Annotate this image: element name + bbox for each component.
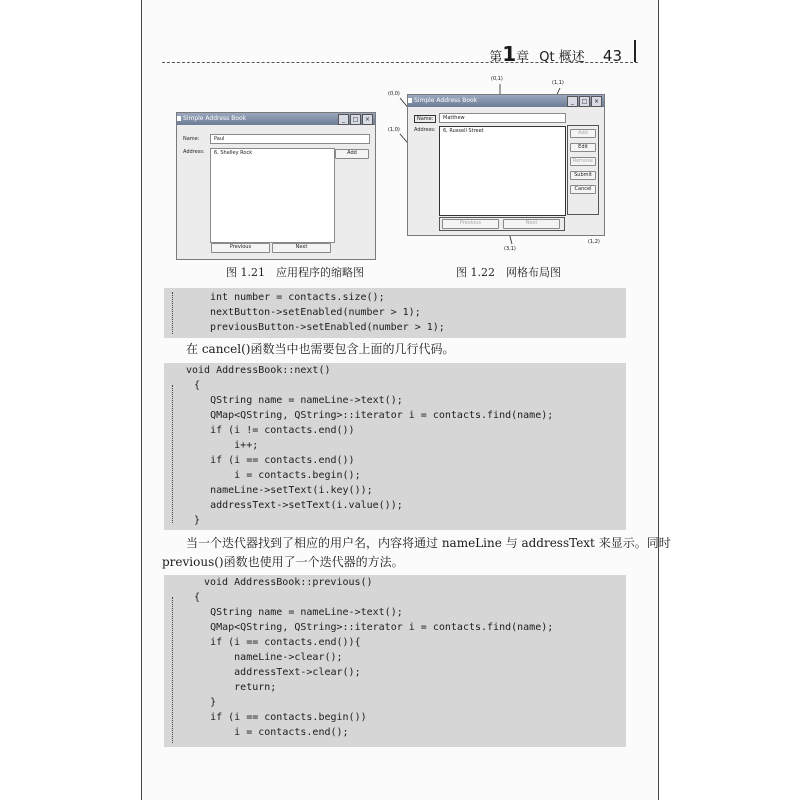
chapter-title: Qt 概述 <box>539 50 585 65</box>
close-icon: × <box>362 114 373 125</box>
code-line: { <box>194 380 201 391</box>
annotation-1-1: (1,1) <box>552 80 564 86</box>
code-line: previousButton->setEnabled(number > 1); <box>210 322 445 333</box>
running-header <box>162 40 638 66</box>
window-titlebar <box>177 113 375 125</box>
code-block-1 <box>164 288 626 338</box>
annotation-0-1: (0,1) <box>491 76 503 82</box>
close-icon: × <box>591 96 602 107</box>
code-gutter <box>172 385 173 523</box>
code-block-2 <box>164 363 626 530</box>
next-button: Next <box>272 243 331 253</box>
header-text <box>489 42 622 66</box>
remove-button: Remove <box>570 157 596 166</box>
code-line: nameLine->clear(); <box>186 652 343 663</box>
code-line: QString name = nameLine->text(); <box>186 607 403 618</box>
code-block-3 <box>164 575 626 747</box>
address-label: Address: <box>414 127 436 133</box>
paragraph-1: 在 cancel()函数当中也需要包含上面的几行代码。 <box>186 342 455 356</box>
code-line: addressText->clear(); <box>186 667 361 678</box>
header-bar <box>634 40 636 62</box>
add-button: Add <box>570 129 596 138</box>
cancel-button: Cancel <box>570 185 596 194</box>
window-title: Simple Address Book <box>183 115 247 122</box>
code-line: QMap<QString, QString>::iterator i = contacts.find(name); <box>186 410 554 421</box>
figure-1-21-caption: 图 1.21 应用程序的缩略图 <box>226 266 364 279</box>
chapter-number: 1 <box>502 42 517 66</box>
name-field: Matthew <box>439 113 566 123</box>
code-line: void AddressBook::next() <box>186 365 331 376</box>
paragraph-2-line-2: previous()函数也使用了一个迭代器的方法。 <box>162 555 404 569</box>
code-line: return; <box>186 682 277 693</box>
annotation-0-0: (0,0) <box>388 91 400 97</box>
figure-1-22-window <box>407 94 605 236</box>
code-line: nextButton->setEnabled(number > 1); <box>210 307 421 318</box>
code-line: void AddressBook::previous() <box>204 577 373 588</box>
button-column <box>567 125 599 215</box>
previous-button: Previous <box>211 243 270 253</box>
minimize-icon: _ <box>567 96 578 107</box>
code-line: nameLine->setText(i.key()); <box>186 485 373 496</box>
name-label: Name: <box>183 136 200 142</box>
code-line: if (i != contacts.end()) <box>186 425 355 436</box>
page-number: 43 <box>602 47 622 65</box>
window-title: Simple Address Book <box>414 97 478 104</box>
code-line: int number = contacts.size(); <box>210 292 385 303</box>
chapter-suffix: 章 <box>516 50 530 65</box>
previous-button: Previous <box>442 219 499 229</box>
code-line: QMap<QString, QString>::iterator i = contacts.find(name); <box>186 622 554 633</box>
next-button: Next <box>503 219 560 229</box>
figure-1-21-window <box>176 112 376 260</box>
code-line: addressText->setText(i.value()); <box>186 500 403 511</box>
address-field: 6, Russell Street <box>439 126 566 216</box>
address-field: 6, Shelley Rock <box>210 148 335 243</box>
add-button: Add <box>335 149 369 159</box>
code-line: } <box>186 697 217 708</box>
annotation-3-1: (3,1) <box>504 246 516 252</box>
submit-button: Submit <box>570 171 596 180</box>
name-field: Paul <box>210 134 370 144</box>
window-titlebar <box>408 95 604 107</box>
code-line: i = contacts.end(); <box>186 727 349 738</box>
paragraph-2-line-1: 当一个迭代器找到了相应的用户名，内容将通过 nameLine 与 addressText 来显示。同时 <box>186 536 671 550</box>
code-line: i++; <box>186 440 259 451</box>
chapter-prefix: 第 <box>489 50 503 65</box>
nav-button-row <box>439 217 565 231</box>
code-line: { <box>194 592 201 603</box>
maximize-icon: □ <box>350 114 361 125</box>
code-line: if (i == contacts.end()) <box>186 455 355 466</box>
code-line: if (i == contacts.begin()) <box>186 712 367 723</box>
code-line: i = contacts.begin(); <box>186 470 361 481</box>
code-line: } <box>194 515 201 526</box>
book-page <box>141 0 671 800</box>
figure-1-22-caption: 图 1.22 网格布局图 <box>456 266 561 279</box>
code-gutter <box>172 292 173 334</box>
code-gutter <box>172 597 173 743</box>
address-label: Address: <box>183 149 205 155</box>
annotation-1-0: (1,0) <box>388 127 400 133</box>
edit-button: Edit <box>570 143 596 152</box>
annotation-1-2: (1,2) <box>588 239 600 245</box>
maximize-icon: □ <box>579 96 590 107</box>
name-label: Name: <box>414 115 436 123</box>
code-line: if (i == contacts.end()){ <box>186 637 361 648</box>
code-line: QString name = nameLine->text(); <box>186 395 403 406</box>
minimize-icon: _ <box>338 114 349 125</box>
